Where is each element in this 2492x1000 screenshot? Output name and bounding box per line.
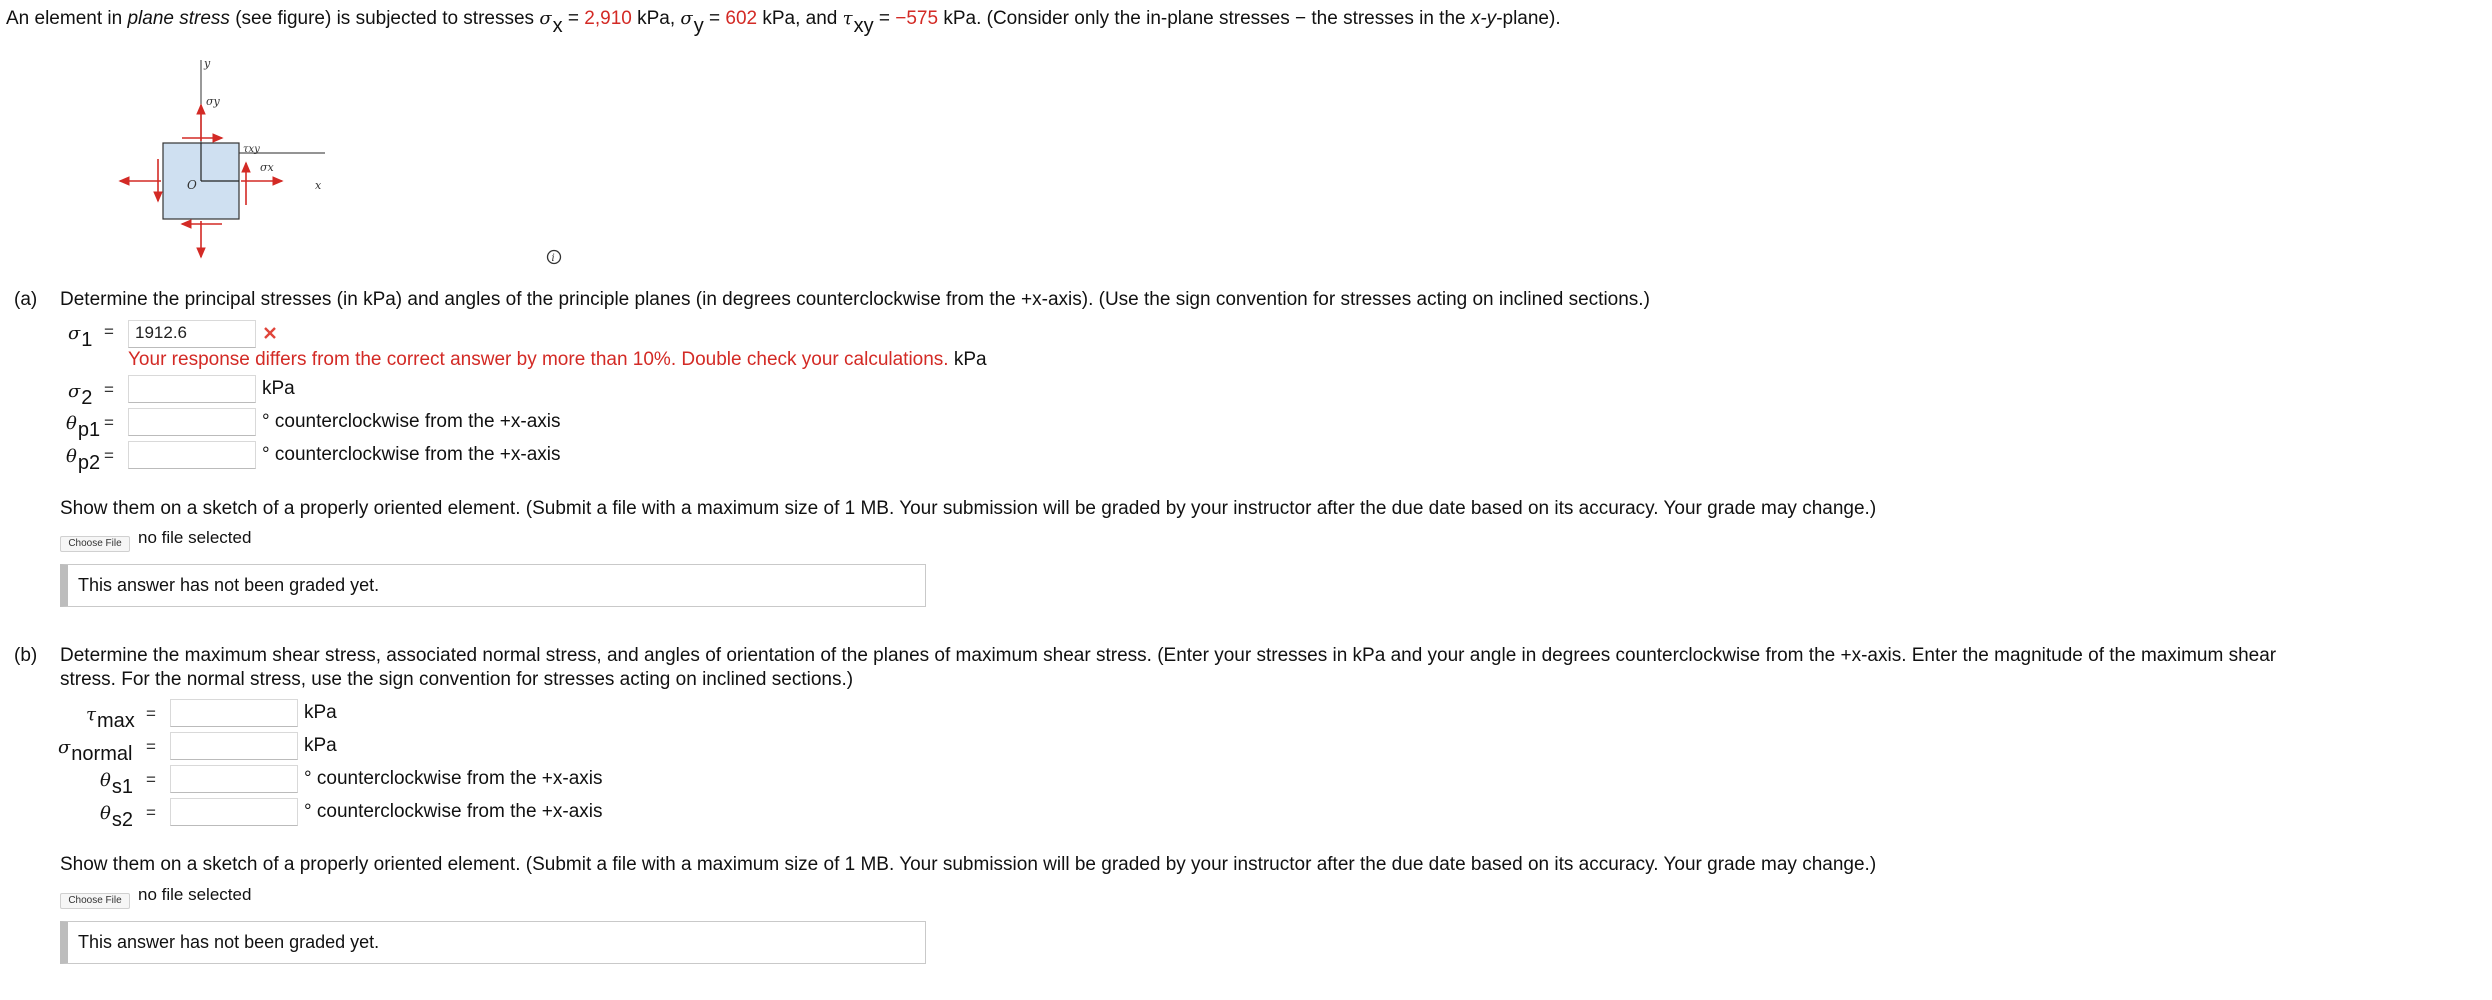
- equals-sign: =: [104, 322, 114, 341]
- tau-xy-label: τxy: [243, 144, 260, 155]
- tau-xy-value: −575: [895, 8, 939, 29]
- equals-sign: =: [146, 704, 156, 723]
- svg-text:i: i: [551, 253, 555, 264]
- stress-element-diagram: [100, 55, 340, 275]
- equals-sign: =: [104, 446, 114, 465]
- grading-status-box: This answer has not been graded yet.: [60, 921, 926, 964]
- theta-s2-input[interactable]: [170, 798, 298, 826]
- theta-s1-unit: ° counterclockwise from the +x-axis: [304, 768, 603, 789]
- sigma-normal-label: σnormal: [58, 737, 133, 765]
- sigma-x-symbol: σ: [539, 8, 552, 29]
- sigma2-input[interactable]: [128, 375, 256, 403]
- origin-label: O: [187, 178, 197, 192]
- info-icon[interactable]: [546, 249, 562, 265]
- part-b-question-line1: Determine the maximum shear stress, associated normal stress, and angles of orientation of the planes of maximum shear stress. (Enter your stresses in kPa and your angle in degrees counterclockwise from the +x-axis. Enter the magnitude of the maximum shear: [60, 645, 2277, 666]
- no-file-text: no file selected: [138, 885, 252, 904]
- sigma-normal-unit: kPa: [304, 735, 337, 756]
- theta-s2-label: θs2: [100, 803, 133, 831]
- theta-p2-input[interactable]: [128, 441, 256, 469]
- tau-max-input[interactable]: [170, 699, 298, 727]
- theta-p1-label: θp1: [66, 413, 101, 441]
- part-b-label: (b): [14, 645, 38, 666]
- theta-s1-label: θs1: [100, 770, 133, 798]
- equals-sign: =: [104, 380, 114, 399]
- theta-p2-label: θp2: [66, 446, 101, 474]
- theta-s2-unit: ° counterclockwise from the +x-axis: [304, 801, 603, 822]
- sigma-x-value: 2,910: [584, 8, 632, 29]
- grading-status-box: This answer has not been graded yet.: [60, 564, 926, 607]
- part-b-question-line2: stress. For the normal stress, use the sign convention for stresses acting on inclined sections.): [60, 669, 854, 690]
- plane-stress-text: plane stress: [127, 8, 230, 29]
- equals-sign: =: [146, 803, 156, 822]
- sigma2-label: σ2: [68, 381, 93, 409]
- y-axis-label: y: [204, 57, 211, 70]
- part-a-label: (a): [14, 289, 38, 310]
- problem-statement: An element in plane stress (see figure) is subjected to stresses σx = 2,910 kPa, σy = 602 kPa, and τxy = −575 kPa. (Consider only the in-plane stresses − the stresses in the x-y-plane).: [6, 8, 1561, 37]
- error-x-icon: [262, 325, 278, 346]
- equals-sign: =: [146, 770, 156, 789]
- equals-sign: =: [146, 737, 156, 756]
- sigma-y-value: 602: [725, 8, 758, 29]
- part-a-sketch-prompt: Show them on a sketch of a properly oriented element. (Submit a file with a maximum size of 1 MB. Your submission will be graded by your instructor after the due date based on its accuracy. Your grade may change.): [60, 498, 1877, 519]
- sigma2-unit: kPa: [262, 378, 295, 399]
- tau-max-unit: kPa: [304, 702, 337, 723]
- part-b-sketch-prompt: Show them on a sketch of a properly oriented element. (Submit a file with a maximum size of 1 MB. Your submission will be graded by your instructor after the due date based on its accuracy. Your grade may change.): [60, 854, 1877, 875]
- choose-file-button[interactable]: Choose File: [60, 536, 130, 552]
- tau-max-label: τmax: [86, 704, 135, 732]
- stress-element-figure: [100, 55, 340, 275]
- error-message: Your response differs from the correct answer by more than 10%. Double check your calculations. kPa: [128, 349, 987, 370]
- no-file-text: no file selected: [138, 528, 252, 547]
- tau-xy-symbol: τ: [842, 8, 853, 29]
- theta-s1-input[interactable]: [170, 765, 298, 793]
- sigma-y-symbol: σ: [680, 8, 693, 29]
- choose-file-button[interactable]: Choose File: [60, 893, 130, 909]
- x-axis-label: x: [315, 179, 322, 192]
- theta-p1-input[interactable]: [128, 408, 256, 436]
- sigma1-label: σ1: [68, 323, 93, 351]
- theta-p1-unit: ° counterclockwise from the +x-axis: [262, 411, 561, 432]
- part-a-question: Determine the principal stresses (in kPa) and angles of the principle planes (in degrees counterclockwise from the +x-axis). (Use the sign convention for stresses acting on inclined sections.): [60, 289, 1650, 310]
- sigma-x-label: σx: [260, 161, 274, 174]
- theta-p2-unit: ° counterclockwise from the +x-axis: [262, 444, 561, 465]
- sigma-normal-input[interactable]: [170, 732, 298, 760]
- sigma-y-label: σy: [206, 95, 220, 108]
- sigma1-input[interactable]: 1912.6: [128, 320, 256, 348]
- equals-sign: =: [104, 413, 114, 432]
